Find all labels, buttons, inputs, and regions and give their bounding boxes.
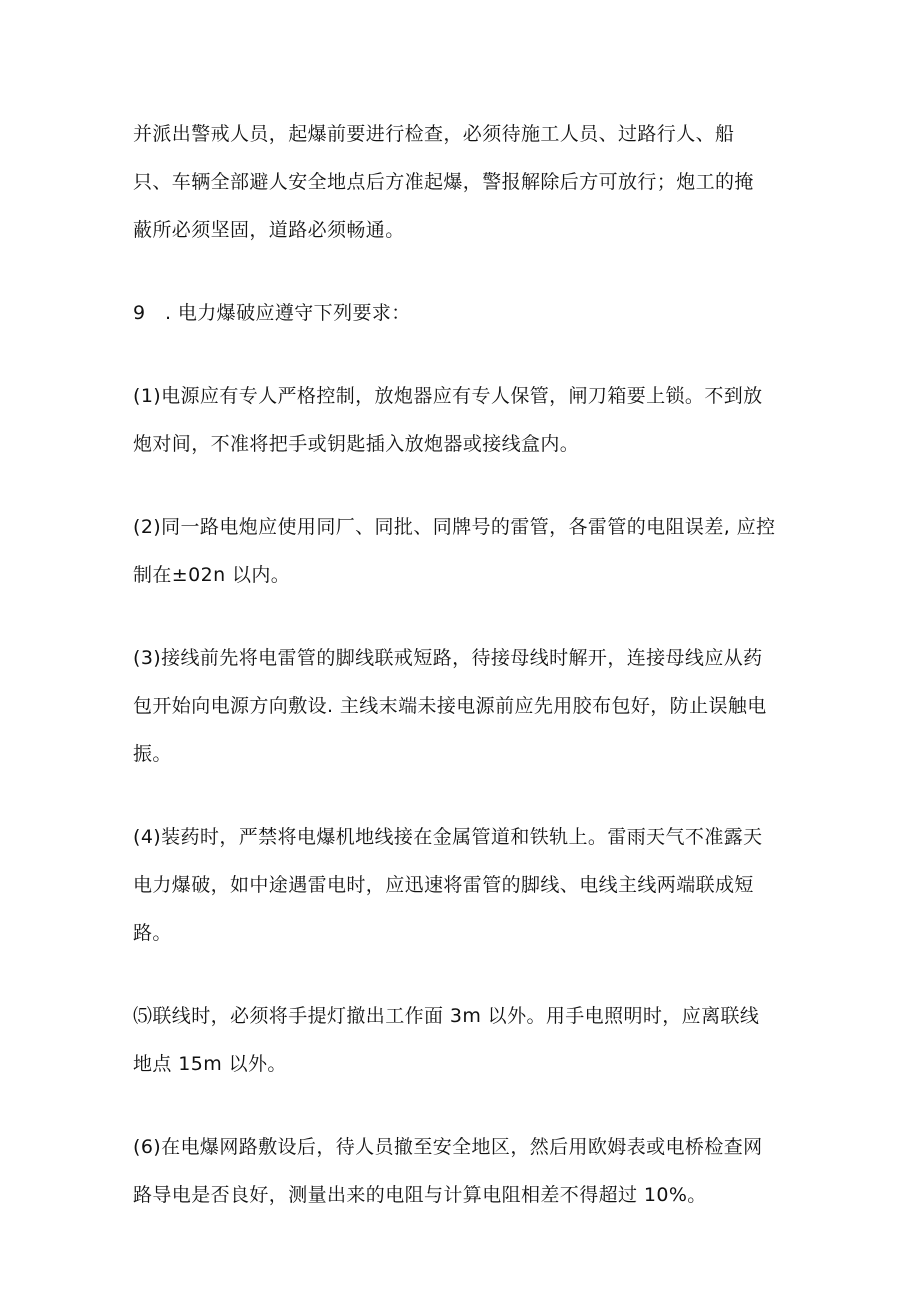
text-line: ⑸联线时，必须将手提灯撤出工作面 3m 以外。用手电照明时，应离联线 <box>133 1005 760 1027</box>
list-item-2 <box>133 503 798 599</box>
list-item-5 <box>133 992 798 1088</box>
list-item-1 <box>133 372 798 468</box>
text-line: 制在±02n 以内。 <box>133 564 291 586</box>
list-item-3 <box>133 634 798 778</box>
text-line: (3)接线前先将电雷管的脚线联戒短路，待接母线时解开，连接母线应从药 <box>133 647 763 669</box>
list-item-6 <box>133 1123 798 1219</box>
text-line: 路。 <box>133 922 172 944</box>
text-line: (2)同一路电炮应使用同厂、同批、同牌号的雷管，各雷管的电阻误差, 应控 <box>133 516 776 538</box>
text-line: (1)电源应有专人严格控制，放炮器应有专人保管，闸刀箱要上锁。不到放 <box>133 385 763 407</box>
text-line: 包开始向电源方向敷设. 主线末端未接电源前应先用胶布包好，防止误触电 <box>133 695 767 717</box>
text-line: 电力爆破，如中途遇雷电时，应迅速将雷管的脚线、电线主线两端联成短 <box>133 874 754 896</box>
section-number: 9 <box>133 302 146 324</box>
list-item-4 <box>133 813 798 957</box>
text-line: 炮对间，不准将把手或钥匙插入放炮器或接线盒内。 <box>133 433 580 455</box>
text-line: 振。 <box>133 743 172 765</box>
document-body <box>133 110 798 1254</box>
text-line: (6)在电爆网路敷设后，待人员撤至安全地区，然后用欧姆表或电桥检查网 <box>133 1136 763 1158</box>
text-line: 并派出警戒人员，起爆前要进行检查，必须待施工人员、过路行人、船 <box>133 123 735 145</box>
section-title: . 电力爆破应遵守下列要求： <box>165 302 411 324</box>
text-line: 地点 15m 以外。 <box>133 1053 287 1075</box>
paragraph-continuation <box>133 110 798 254</box>
text-line: 蔽所必须坚固，道路必须畅通。 <box>133 219 405 241</box>
text-line <box>133 289 798 337</box>
text-line: 只、车辆全部避人安全地点后方准起爆，警报解除后方可放行；炮工的掩 <box>133 171 754 193</box>
text-line: 路导电是否良好，测量出来的电阻与计算电阻相差不得超过 10%。 <box>133 1184 707 1206</box>
section-heading-9 <box>133 289 798 337</box>
text-line: (4)装药时，严禁将电爆机地线接在金属管道和铁轨上。雷雨天气不准露天 <box>133 826 763 848</box>
